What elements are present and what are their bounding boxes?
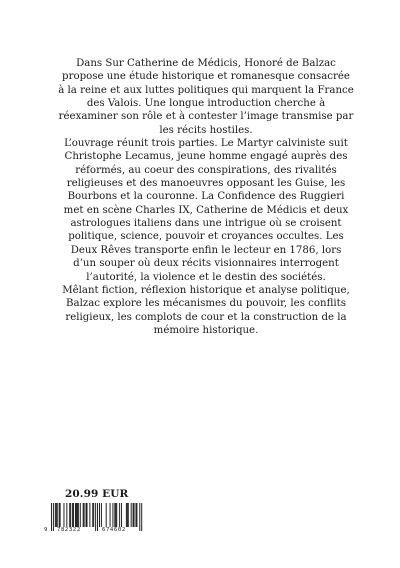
barcode-bar xyxy=(106,503,107,527)
barcode-bar xyxy=(80,503,81,527)
barcode-bar xyxy=(70,503,71,527)
barcode-bar xyxy=(95,503,96,531)
barcode-bar xyxy=(141,503,142,531)
barcode-bar xyxy=(60,503,61,527)
barcode-bar xyxy=(115,503,116,527)
barcode-bar xyxy=(76,503,77,527)
barcode-bar xyxy=(87,503,88,527)
barcode-bar xyxy=(69,503,70,527)
barcode-bar xyxy=(63,503,64,527)
barcode-bar xyxy=(66,503,67,527)
barcode-bar xyxy=(57,503,58,527)
description-paragraph-3: Mêlant fiction, réflexion historique et analyse politique, Balzac explore les mécanismes du pouvoir, les conflits religieux, les complots de cour et la construction de la mémoire historique. xyxy=(62,284,350,336)
barcode-bar xyxy=(119,503,120,527)
barcode-bar xyxy=(92,503,93,527)
barcode-bar xyxy=(53,503,54,531)
price-label: 20.99 EUR xyxy=(65,488,129,500)
barcode-bar xyxy=(93,503,94,527)
barcode-bar xyxy=(75,503,76,527)
barcode-bar xyxy=(77,503,78,527)
description-paragraph-1: Dans Sur Catherine de Médicis, Honoré de Balzac propose une étude historique et romanesque consacrée à la reine et aux luttes politiques qui marquent la France des Valois. Une longue introduction cherche à réexaminer son rôle et à contester l’image transmise par les récits hostiles. xyxy=(58,58,354,136)
barcode-bar xyxy=(89,503,90,527)
barcode-bar xyxy=(110,503,111,527)
barcode-bar xyxy=(112,503,113,527)
barcode-bar xyxy=(128,503,129,527)
back-cover-description xyxy=(58,57,354,337)
barcode-bar xyxy=(135,503,136,527)
description-paragraph-2: L’ouvrage réunit trois parties. Le Martyr calviniste suit Christophe Lecamus, jeune homme engagé auprès des réformés, au coeur des conspirations, des rivalités religieuses et des manoeuvres opposant les Guise, les Bourbons et la couronne. La Confidence des Ruggieri met en scène Charles IX, Catherine de Médicis et deux astrologues italiens dans une intrigue où se croisent politique, science, pouvoir et croyances occultes. Les Deux Rêves transporte enfin le lecteur en 1786, lors d’un souper où deux récits visionnaires interrogent l’autorité, la violence et le destin des sociétés. xyxy=(63,138,349,283)
barcode-bar xyxy=(127,503,128,527)
barcode-left-group: 782322 xyxy=(57,527,81,533)
barcode-first-digit: 9 xyxy=(44,527,48,533)
barcode-bar xyxy=(78,503,79,527)
barcode-bar xyxy=(59,503,60,527)
barcode-bar xyxy=(134,503,135,527)
barcode-bar xyxy=(56,503,57,527)
barcode-bar xyxy=(55,503,56,527)
barcode-right-group: 674602 xyxy=(102,527,126,533)
barcode-bar xyxy=(72,503,73,527)
barcode-bar xyxy=(99,503,100,527)
barcode-bar xyxy=(101,503,102,527)
barcode-bar xyxy=(97,503,98,531)
barcode-bar xyxy=(133,503,134,527)
barcode-bar xyxy=(86,503,87,527)
barcode-bar xyxy=(83,503,84,527)
barcode-bar xyxy=(131,503,132,527)
barcode-bar xyxy=(73,503,74,527)
barcode-bar xyxy=(114,503,115,527)
barcode-bar xyxy=(116,503,117,527)
barcode-bar xyxy=(121,503,122,527)
barcode-bar xyxy=(136,503,137,527)
barcode-bar xyxy=(84,503,85,527)
barcode-bar xyxy=(139,503,140,531)
barcode-bar xyxy=(126,503,127,527)
barcode-bar xyxy=(51,503,52,531)
